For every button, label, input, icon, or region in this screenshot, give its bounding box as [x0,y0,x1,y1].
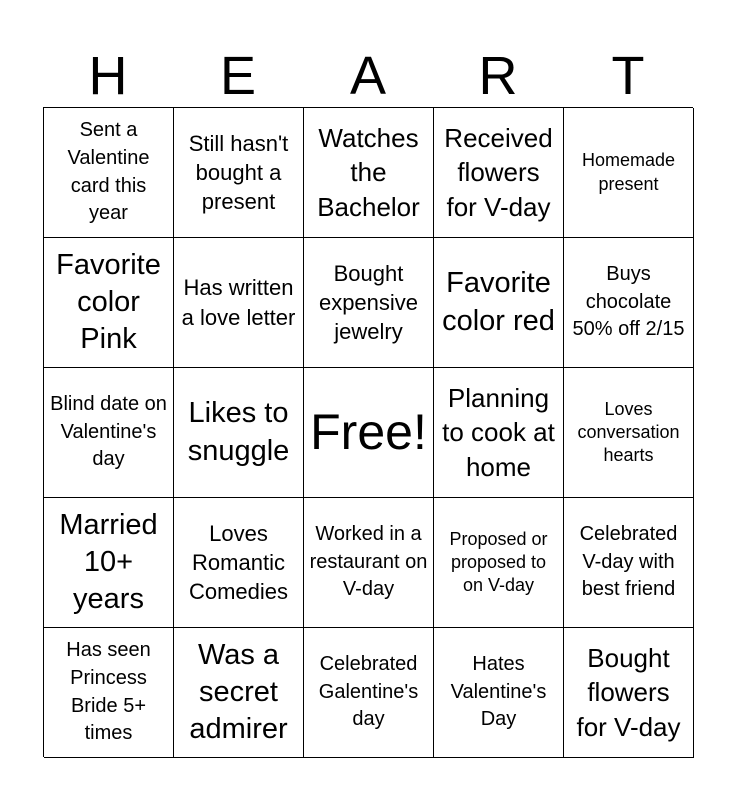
cell-text: Favorite color Pink [56,248,161,356]
cell-text: Homemade present [581,150,676,194]
bingo-cell[interactable] [174,238,304,368]
bingo-cell[interactable] [434,368,564,498]
bingo-cell[interactable] [44,498,174,628]
cell-text: Celebrated V-day with best friend [579,523,678,601]
bingo-cell[interactable] [564,108,694,238]
cell-text: Sent a Valentine card this year [67,119,150,225]
bingo-cell[interactable] [174,108,304,238]
free-space-text: Free! [310,404,427,460]
bingo-cell[interactable] [304,628,434,758]
bingo-cell[interactable] [174,368,304,498]
cell-text: Planning to cook at home [442,383,555,482]
bingo-cell[interactable] [434,498,564,628]
cell-text: Has written a love letter [181,275,296,330]
bingo-cell[interactable] [304,498,434,628]
bingo-cell[interactable] [174,498,304,628]
cell-text: Celebrated Galentine's day [318,653,419,731]
cell-text: Has seen Princess Bride 5+ times [66,639,151,745]
cell-text: Received flowers for V-day [444,123,553,222]
bingo-cell[interactable] [434,238,564,368]
free-space[interactable] [304,368,434,498]
bingo-cell[interactable] [174,628,304,758]
cell-text: Still hasn't bought a present [188,130,289,215]
cell-text: Was a secret admirer [189,638,288,746]
cell-text: Worked in a restaurant on V-day [309,523,428,601]
bingo-cell[interactable] [564,498,694,628]
cell-text: Watches the Bachelor [317,123,420,222]
cell-text: Bought flowers for V-day [576,643,681,742]
bingo-grid [43,107,693,757]
bingo-cell[interactable] [304,238,434,368]
header-letter-t: T [611,46,645,106]
cell-text: Buys chocolate 50% off 2/15 [572,263,685,341]
bingo-cell[interactable] [44,238,174,368]
header-letter-e: E [219,46,257,106]
bingo-header [43,44,693,108]
bingo-cell[interactable] [564,238,694,368]
cell-text: Bought expensive jewelry [318,260,419,345]
cell-text: Likes to snuggle [187,397,290,467]
bingo-cell[interactable] [564,368,694,498]
header-letter-a: A [349,46,387,106]
cell-text: Favorite color red [442,267,555,337]
bingo-cell[interactable] [564,628,694,758]
cell-text: Hates Valentine's Day [450,653,547,731]
bingo-cell[interactable] [44,368,174,498]
cell-text: Loves conversation hearts [577,398,680,466]
header-letter-h: H [88,46,128,106]
header-letter-r: R [478,46,518,106]
bingo-cell[interactable] [434,108,564,238]
bingo-cell[interactable] [434,628,564,758]
cell-text: Proposed or proposed to on V-day [449,528,548,596]
bingo-cell[interactable] [44,628,174,758]
bingo-cell[interactable] [44,108,174,238]
cell-text: Blind date on Valentine's day [50,393,167,471]
cell-text: Married 10+ years [59,508,158,616]
bingo-cell[interactable] [304,108,434,238]
cell-text: Loves Romantic Comedies [188,520,289,605]
